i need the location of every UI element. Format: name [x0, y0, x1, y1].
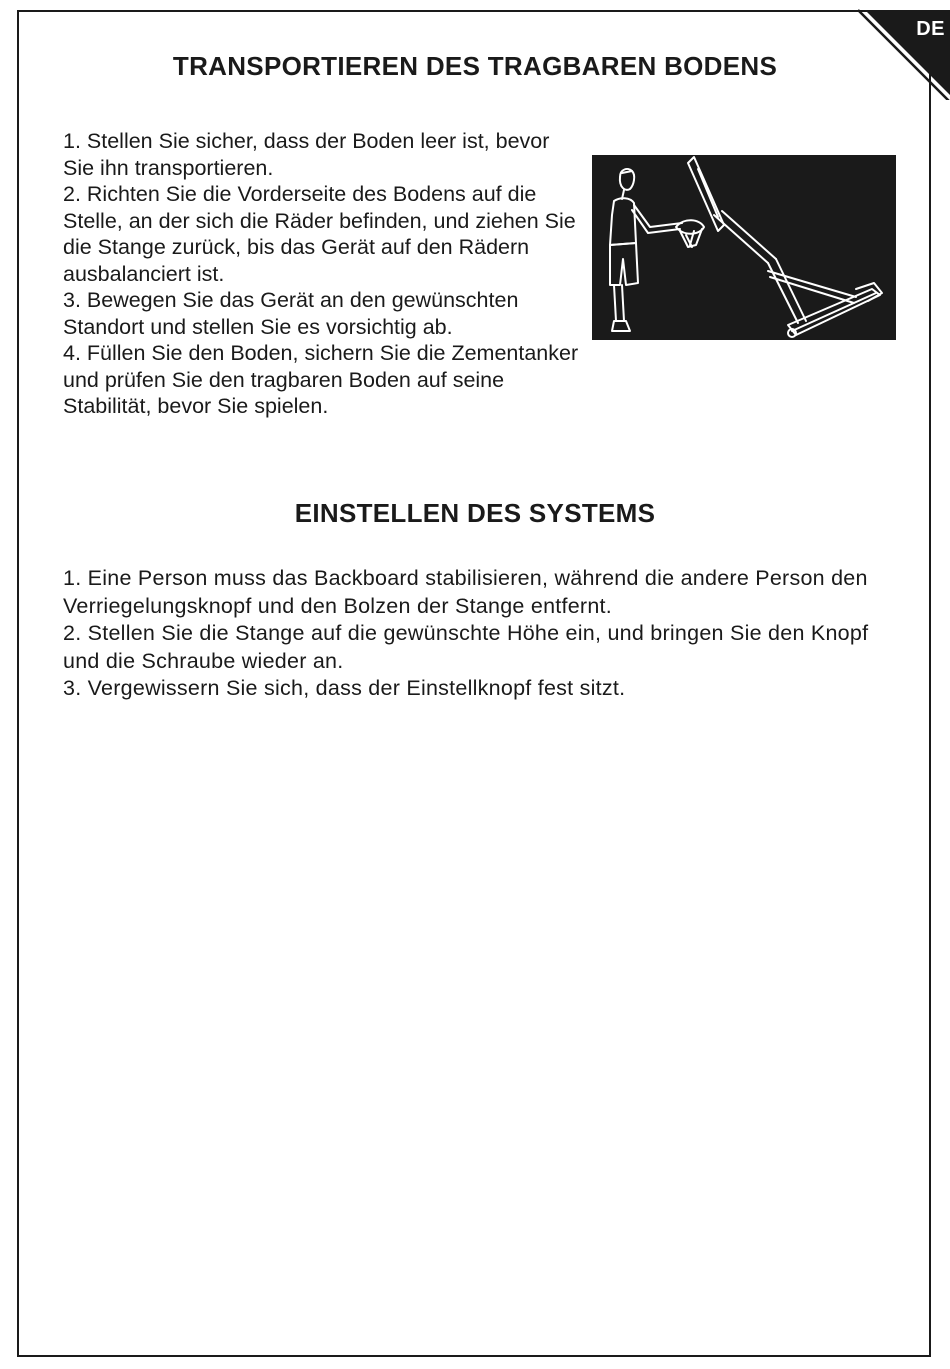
adjust-section-title: EINSTELLEN DES SYSTEMS — [294, 498, 656, 528]
adjust-steps — [63, 565, 903, 703]
transport-steps — [63, 128, 583, 420]
transport-step-3: 3. Bewegen Sie das Gerät an den gewünschten Standort und stellen Sie es vorsichtig ab. — [63, 288, 519, 339]
transport-step-4: 4. Füllen Sie den Boden, sichern Sie die Zementanker und prüfen Sie den tragbaren Boden auf seine Stabilität, bevor Sie spielen. — [63, 341, 579, 418]
adjust-step-2: 2. Stellen Sie die Stange auf die gewünschte Höhe ein, und bringen Sie den Knopf und die Schraube wieder an. — [63, 621, 869, 673]
transport-illustration — [592, 155, 896, 340]
person-moving-hoop-image — [592, 155, 896, 340]
language-tab-shape — [850, 0, 950, 100]
transport-section-title: TRANSPORTIEREN DES TRAGBAREN BODENS — [172, 51, 778, 81]
language-tab — [850, 0, 950, 100]
language-label: DE — [916, 18, 945, 40]
adjust-step-3: 3. Vergewissern Sie sich, dass der Einstellknopf fest sitzt. — [63, 676, 626, 700]
adjust-step-1: 1. Eine Person muss das Backboard stabilisieren, während die andere Person den Verriegelungsknopf und den Bolzen der Stange entfernt. — [63, 566, 868, 618]
transport-step-2: 2. Richten Sie die Vorderseite des Bodens auf die Stelle, an der sich die Räder befinden, und ziehen Sie die Stange zurück, bis das Gerät auf den Rädern ausbalanciert ist. — [63, 182, 576, 286]
transport-step-1: 1. Stellen Sie sicher, dass der Boden leer ist, bevor Sie ihn transportieren. — [63, 129, 550, 180]
